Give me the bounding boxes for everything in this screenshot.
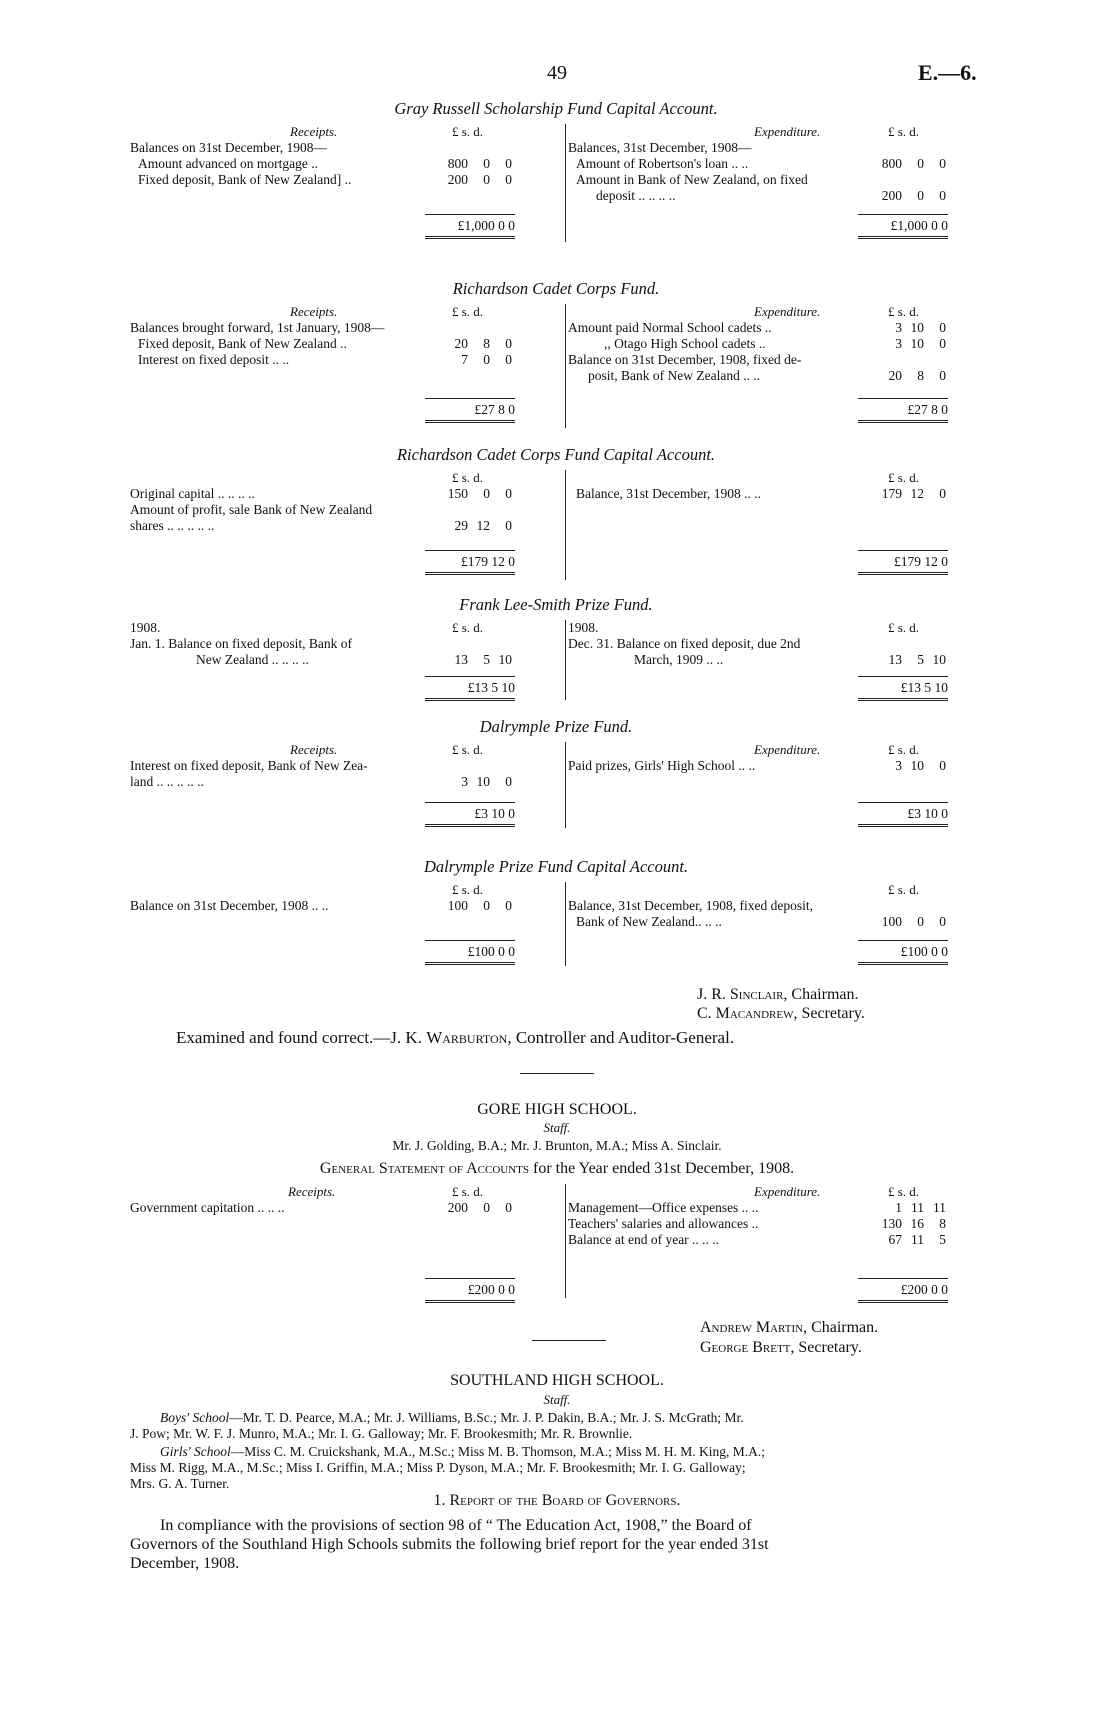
lsd-heading: £ s. d. (452, 304, 484, 319)
expenditure-heading: Expenditure. (754, 124, 821, 139)
expenditure-side (568, 880, 982, 966)
entry-amount: 67 11 5 (888, 1232, 946, 1247)
section-title: Dalrymple Prize Fund Capital Account. (423, 857, 689, 876)
receipts-side (130, 302, 564, 428)
entry-label: Balance at end of year .. .. .. (568, 1232, 720, 1247)
receipts-total: £3 10 0 (425, 802, 515, 822)
auditor-name: Warburton, (426, 1028, 512, 1047)
entry-label: Fixed deposit, Bank of New Zealand .. (138, 336, 347, 351)
entry-amount: 3 10 0 (895, 336, 946, 351)
signatory-name: George Brett, (700, 1339, 795, 1356)
entry-label: Interest on fixed deposit .. .. (138, 352, 290, 367)
entry-amount: 29 12 0 (454, 518, 512, 533)
column-divider (565, 620, 566, 700)
lsd-heading: £ s. d. (452, 470, 484, 485)
richardson-fund-account (130, 278, 982, 428)
gore-statement-title: General Statement of Accounts for the Year ended 31st December, 1908. (319, 1160, 795, 1177)
expenditure-total: £13 5 10 (858, 676, 948, 696)
entry-label: Management—Office expenses .. .. (568, 1200, 759, 1215)
entry-amount: 20 8 0 (454, 336, 512, 351)
receipts-side (130, 122, 564, 242)
receipts-heading: Receipts. (290, 304, 338, 319)
entry-label: land .. .. .. .. .. (130, 774, 204, 789)
receipts-side (130, 880, 564, 966)
entry-amount: 800 0 0 (447, 156, 512, 171)
receipts-total: £27 8 0 (425, 398, 515, 418)
document-reference: E.—6. (918, 60, 977, 85)
receipts-total: £100 0 0 (425, 940, 515, 960)
section-title: Dalrymple Prize Fund. (479, 717, 633, 736)
lsd-heading: £ s. d. (452, 620, 484, 635)
section-title: Gray Russell Scholarship Fund Capital Account. (394, 99, 718, 118)
account-table (130, 302, 982, 428)
expenditure-side (568, 468, 982, 580)
section-title: Frank Lee-Smith Prize Fund. (459, 595, 653, 614)
entry-label: Amount of profit, sale Bank of New Zealand (130, 502, 373, 517)
account-table (130, 740, 982, 828)
lsd-heading: £ s. d. (888, 304, 920, 319)
column-divider (565, 882, 566, 966)
expenditure-total: £1,000 0 0 (858, 214, 948, 234)
expenditure-heading: Expenditure. (754, 742, 821, 757)
signatory-name: C. Macandrew, (697, 1005, 798, 1022)
signatory-role: Chairman. (791, 986, 859, 1003)
receipts-side (130, 618, 564, 700)
gore-staff-label: Staff. (543, 1120, 571, 1135)
entry-amount: 200 0 0 (447, 1200, 512, 1215)
southland-heading: SOUTHLAND HIGH SCHOOL. (450, 1372, 664, 1389)
entry-amount: 200 0 0 (881, 188, 946, 203)
chairman-signature (697, 985, 859, 1004)
lee-smith-prize-account (130, 594, 982, 700)
entry-label: Teachers' salaries and allowances .. (568, 1216, 759, 1231)
entry-amount: 200 0 0 (447, 172, 512, 187)
entry-label: New Zealand .. .. .. .. (196, 652, 309, 667)
entry-label: Interest on fixed deposit, Bank of New Zea- (130, 758, 368, 773)
expenditure-heading: Expenditure. (754, 1184, 821, 1199)
lsd-heading: £ s. d. (452, 742, 484, 757)
entry-label: Dec. 31. Balance on fixed deposit, due 2nd (568, 636, 801, 651)
account-table (130, 122, 982, 242)
entry-label: Government capitation .. .. .. (130, 1200, 285, 1215)
entry-label: posit, Bank of New Zealand .. .. (588, 368, 761, 383)
expenditure-total: £3 10 0 (858, 802, 948, 822)
audit-statement: Examined and found correct.—J. K. Warburton, Controller and Auditor-General. (176, 1028, 735, 1047)
entry-label: Amount paid Normal School cadets .. (568, 320, 772, 335)
entry-label: Original capital .. .. .. .. (130, 486, 255, 501)
section-divider (532, 1340, 606, 1341)
column-divider (565, 470, 566, 580)
account-table (130, 468, 982, 580)
southland-staff-label: Staff. (543, 1392, 571, 1407)
entry-amount: 13 5 10 (454, 652, 512, 667)
dalrymple-capital-account (130, 856, 982, 966)
receipts-side (130, 468, 564, 580)
entry-year: 1908. (130, 620, 161, 635)
entry-label: Balances on 31st December, 1908— (130, 140, 328, 155)
entry-label: deposit .. .. .. .. (596, 188, 676, 203)
entry-amount: 150 0 0 (447, 486, 512, 501)
expenditure-total: £100 0 0 (858, 940, 948, 960)
boys-school-label: Boys' School (160, 1410, 230, 1425)
signatory-role: Secretary. (798, 1339, 862, 1356)
entry-amount: 7 0 0 (461, 352, 512, 367)
entry-label: Amount advanced on mortgage .. (138, 156, 318, 171)
signatory-role: Secretary. (801, 1005, 865, 1022)
section-divider (520, 1073, 594, 1074)
lsd-heading: £ s. d. (888, 882, 920, 897)
entry-year: 1908. (568, 620, 599, 635)
report-paragraph: In compliance with the provisions of section 98 of “ The Education Act, 1908,” the Board of Governors of the Southland High Schools submits the following brief report for the year ended 31st December, 1908. (130, 1517, 769, 1572)
gore-account (130, 1182, 982, 1298)
entry-amount: 3 10 0 (461, 774, 512, 789)
signatory-name: J. R. Sinclair, (697, 986, 788, 1003)
receipts-heading: Receipts. (288, 1184, 336, 1199)
entry-amount: 179 12 0 (881, 486, 946, 501)
receipts-total: £13 5 10 (425, 676, 515, 696)
account-table (130, 880, 982, 966)
lsd-heading: £ s. d. (888, 1184, 920, 1199)
receipts-heading: Receipts. (290, 124, 338, 139)
column-divider (565, 304, 566, 428)
receipts-total: £200 0 0 (425, 1278, 515, 1298)
receipts-side (130, 1182, 564, 1298)
page-number: 49 (547, 62, 567, 84)
column-divider (565, 124, 566, 242)
southland-boys-staff: Boys' School—Mr. T. D. Pearce, M.A.; Mr. J. Williams, B.Sc.; Mr. J. P. Dakin, B.A.; Mr. J. S. McGrath; Mr. J. Pow; Mr. W. F. J. Munro, M.A.; Mr. I. G. Galloway; Mr. F. Brookesmith; Mr. R. Brownlie. (130, 1410, 744, 1441)
section-title: Richardson Cadet Corps Fund Capital Account. (396, 445, 716, 464)
expenditure-side (568, 1182, 982, 1298)
account-table (130, 1182, 982, 1298)
receipts-side (130, 740, 564, 828)
entry-amount: 1 11 11 (895, 1200, 946, 1215)
account-table (130, 618, 982, 700)
entry-label: Balances brought forward, 1st January, 1908— (130, 320, 385, 335)
entry-amount: 130 16 8 (881, 1216, 946, 1231)
entry-label: Balance, 31st December, 1908 .. .. (576, 486, 762, 501)
lsd-heading: £ s. d. (888, 470, 920, 485)
entry-label: Fixed deposit, Bank of New Zealand] .. (138, 172, 352, 187)
entry-label: ,, Otago High School cadets .. (604, 336, 766, 351)
lsd-heading: £ s. d. (888, 124, 920, 139)
lsd-heading: £ s. d. (452, 882, 484, 897)
entry-amount: 13 5 10 (888, 652, 946, 667)
section-title: Richardson Cadet Corps Fund. (452, 279, 660, 298)
gray-russell-account (130, 98, 982, 242)
expenditure-total: £27 8 0 (858, 398, 948, 418)
entry-amount: 100 0 0 (881, 914, 946, 929)
signatory-role: Chairman. (811, 1319, 879, 1336)
southland-girls-staff: Girls' School—Miss C. M. Cruickshank, M.A., M.Sc.; Miss M. B. Thomson, M.A.; Miss M. H. M. King, M.A.; Miss M. Rigg, M.A., M.Sc.; Miss I. Griffin, M.A.; Miss P. Dyson, M.A.; Mr. F. Brookesmith; Mr. I. G. Galloway; Mrs. G. A. Turner. (130, 1444, 765, 1491)
entry-label: Jan. 1. Balance on fixed deposit, Bank of (130, 636, 352, 651)
entry-label: Balance on 31st December, 1908 .. .. (130, 898, 329, 913)
entry-label: Balance on 31st December, 1908, fixed de- (568, 352, 802, 367)
entry-amount: 20 8 0 (888, 368, 946, 383)
gore-chairman-signature (700, 1318, 878, 1337)
lsd-heading: £ s. d. (452, 1184, 484, 1199)
entry-label: Amount in Bank of New Zealand, on fixed (576, 172, 808, 187)
expenditure-total: £179 12 0 (858, 550, 948, 570)
entry-amount: 800 0 0 (881, 156, 946, 171)
report-heading: 1. Report of the Board of Governors. (433, 1492, 681, 1509)
signatory-name: Andrew Martin, (700, 1319, 808, 1336)
receipts-heading: Receipts. (290, 742, 338, 757)
secretary-signature (697, 1004, 865, 1023)
gore-secretary-signature (700, 1338, 862, 1357)
expenditure-side (568, 122, 982, 242)
entry-label: Paid prizes, Girls' High School .. .. (568, 758, 756, 773)
column-divider (565, 742, 566, 828)
girls-school-label: Girls' School (160, 1444, 231, 1459)
gore-heading: GORE HIGH SCHOOL. (477, 1101, 637, 1118)
entry-label: Balance, 31st December, 1908, fixed deposit, (568, 898, 814, 913)
expenditure-side (568, 302, 982, 428)
expenditure-total: £200 0 0 (858, 1278, 948, 1298)
lsd-heading: £ s. d. (888, 620, 920, 635)
entry-amount: 3 10 0 (895, 320, 946, 335)
entry-label: March, 1909 .. .. (634, 652, 724, 667)
entry-label: Balances, 31st December, 1908— (568, 140, 752, 155)
receipts-total: £179 12 0 (425, 550, 515, 570)
receipts-total: £1,000 0 0 (425, 214, 515, 234)
richardson-capital-account (130, 444, 982, 580)
entry-label: shares .. .. .. .. .. (130, 518, 215, 533)
lsd-heading: £ s. d. (452, 124, 484, 139)
entry-amount: 3 10 0 (895, 758, 946, 773)
gore-staff-list: Mr. J. Golding, B.A.; Mr. J. Brunton, M.A.; Miss A. Sinclair. (392, 1138, 722, 1153)
lsd-heading: £ s. d. (888, 742, 920, 757)
expenditure-side (568, 740, 982, 828)
expenditure-heading: Expenditure. (754, 304, 821, 319)
entry-label: Amount of Robertson's loan .. .. (576, 156, 749, 171)
expenditure-side (568, 618, 982, 700)
entry-amount: 100 0 0 (447, 898, 512, 913)
dalrymple-prize-account (130, 716, 982, 828)
entry-label: Bank of New Zealand.. .. .. (576, 914, 722, 929)
column-divider (565, 1184, 566, 1298)
